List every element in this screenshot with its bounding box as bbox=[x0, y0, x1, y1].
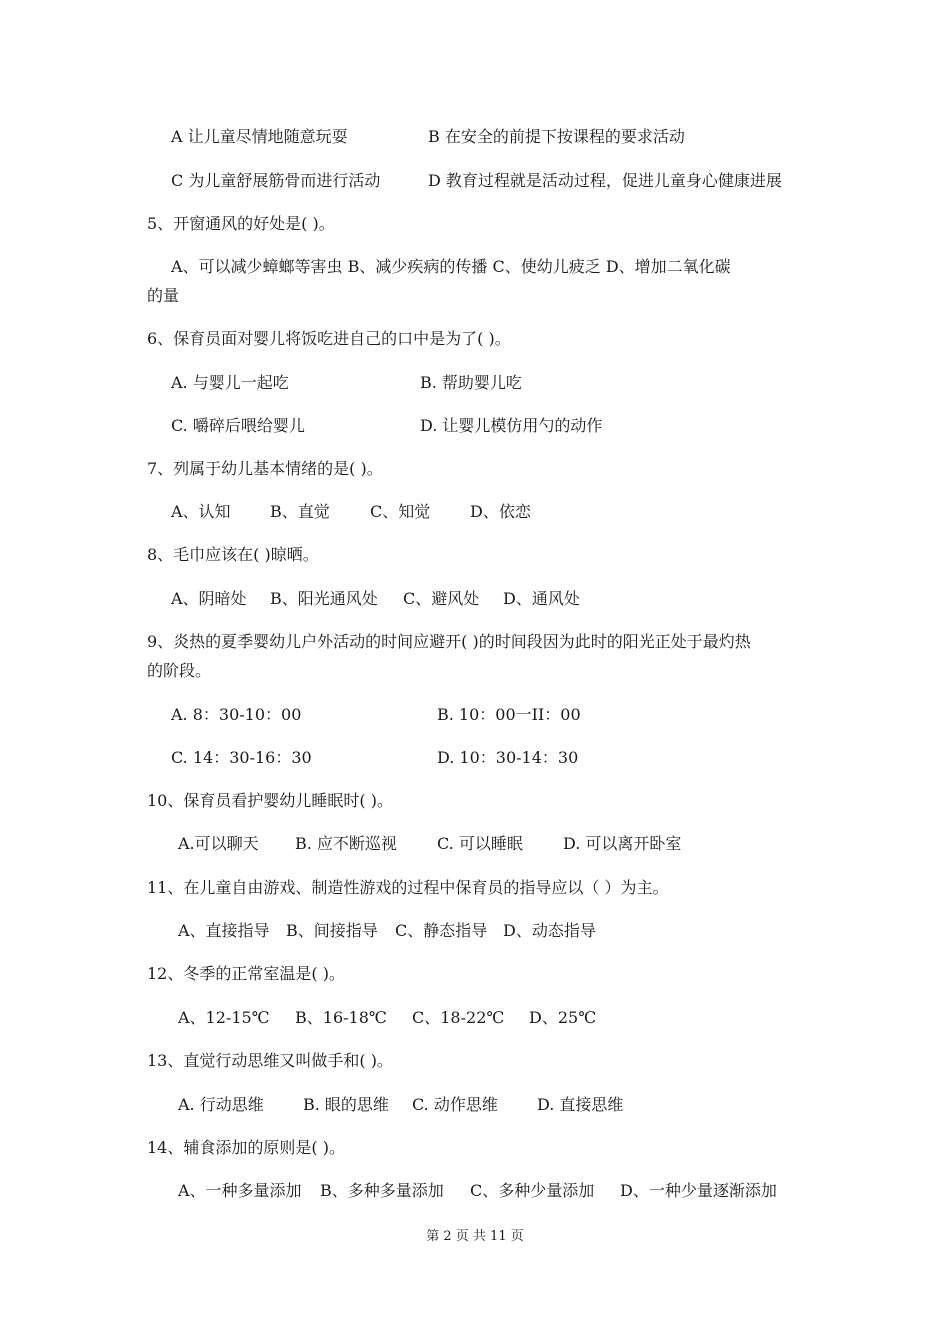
question-7-stem: 7、列属于幼儿基本情绪的是( )。 bbox=[147, 459, 383, 478]
question-14-option-d: D、一种少量逐渐添加 bbox=[620, 1181, 777, 1200]
question-13-stem: 13、直觉行动思维又叫做手和( )。 bbox=[147, 1051, 393, 1070]
question-7-option-b: B、直觉 bbox=[270, 502, 330, 521]
question-5-options: A、可以减少蟑螂等害虫 B、减少疾病的传播 C、使幼儿疲乏 D、增加二氧化碳 bbox=[171, 257, 731, 276]
question-14-option-a: A、一种多量添加 bbox=[178, 1181, 302, 1200]
q4-option-b: B 在安全的前提下按课程的要求活动 bbox=[428, 127, 685, 146]
question-12-stem: 12、冬季的正常室温是( )。 bbox=[147, 964, 345, 983]
question-9-option-b: B. 10：00一II：00 bbox=[437, 705, 581, 724]
question-8-stem: 8、毛巾应该在( )晾晒。 bbox=[147, 545, 319, 564]
question-7-option-a: A、认知 bbox=[171, 502, 231, 521]
question-10-option-a: A.可以聊天 bbox=[178, 834, 259, 853]
question-10-option-d: D. 可以离开卧室 bbox=[563, 834, 682, 853]
page-number-footer: 第 2 页 共 11 页 bbox=[426, 1229, 524, 1244]
question-10-option-b: B. 应不断巡视 bbox=[295, 834, 397, 853]
question-12-option-c: C、18-22℃ bbox=[412, 1008, 505, 1027]
question-6-option-b: B. 帮助婴儿吃 bbox=[420, 373, 522, 392]
question-11-option-a: A、直接指导 bbox=[178, 921, 270, 940]
question-11-stem: 11、在儿童自由游戏、制造性游戏的过程中保育员的指导应以（ ）为主。 bbox=[147, 878, 669, 897]
question-9-stem: 9、炎热的夏季婴幼儿户外活动的时间应避开( )的时间段因为此时的阳光正处于最灼热 bbox=[147, 632, 751, 651]
question-8-option-b: B、阳光通风处 bbox=[270, 589, 378, 608]
question-12-option-d: D、25℃ bbox=[529, 1008, 597, 1027]
question-5-options-cont: 的量 bbox=[147, 286, 180, 305]
question-13-option-b: B. 眼的思维 bbox=[303, 1095, 389, 1114]
question-9-option-d: D. 10：30-14：30 bbox=[437, 748, 579, 767]
q4-option-a: A 让儿童尽情地随意玩耍 bbox=[171, 127, 348, 146]
q4-option-d: D 教育过程就是活动过程，促进儿童身心健康进展 bbox=[428, 171, 782, 190]
question-14-stem: 14、辅食添加的原则是( )。 bbox=[147, 1138, 345, 1157]
question-14-option-c: C、多种少量添加 bbox=[470, 1181, 595, 1200]
question-13-option-a: A. 行动思维 bbox=[178, 1095, 264, 1114]
question-8-option-d: D、通风处 bbox=[503, 589, 580, 608]
question-8-option-a: A、阴暗处 bbox=[171, 589, 247, 608]
q4-option-c: C 为儿童舒展筋骨而进行活动 bbox=[171, 171, 381, 190]
question-9-option-a: A. 8：30-10：00 bbox=[171, 705, 302, 724]
question-6-stem: 6、保育员面对婴儿将饭吃进自己的口中是为了( )。 bbox=[147, 329, 511, 348]
question-6-option-d: D. 让婴儿模仿用勺的动作 bbox=[420, 416, 603, 435]
question-12-option-a: A、12-15℃ bbox=[178, 1008, 270, 1027]
question-10-option-c: C. 可以睡眠 bbox=[437, 834, 523, 853]
question-7-option-c: C、知觉 bbox=[370, 502, 431, 521]
question-11-option-d: D、动态指导 bbox=[503, 921, 596, 940]
question-13-option-c: C. 动作思维 bbox=[412, 1095, 498, 1114]
question-10-stem: 10、保育员看护婴幼儿睡眠时( )。 bbox=[147, 791, 393, 810]
question-14-option-b: B、多种多量添加 bbox=[320, 1181, 444, 1200]
question-11-option-c: C、静态指导 bbox=[395, 921, 488, 940]
question-8-option-c: C、避风处 bbox=[403, 589, 480, 608]
question-5-stem: 5、开窗通风的好处是( )。 bbox=[147, 214, 335, 233]
question-9-option-c: C. 14：30-16：30 bbox=[171, 748, 312, 767]
question-11-option-b: B、间接指导 bbox=[286, 921, 378, 940]
question-9-stem-cont: 的阶段。 bbox=[147, 661, 212, 680]
question-6-option-c: C. 嚼碎后喂给婴儿 bbox=[171, 416, 305, 435]
question-12-option-b: B、16-18℃ bbox=[295, 1008, 387, 1027]
question-6-option-a: A. 与婴儿一起吃 bbox=[171, 373, 289, 392]
question-13-option-d: D. 直接思维 bbox=[537, 1095, 624, 1114]
question-7-option-d: D、依恋 bbox=[470, 502, 531, 521]
